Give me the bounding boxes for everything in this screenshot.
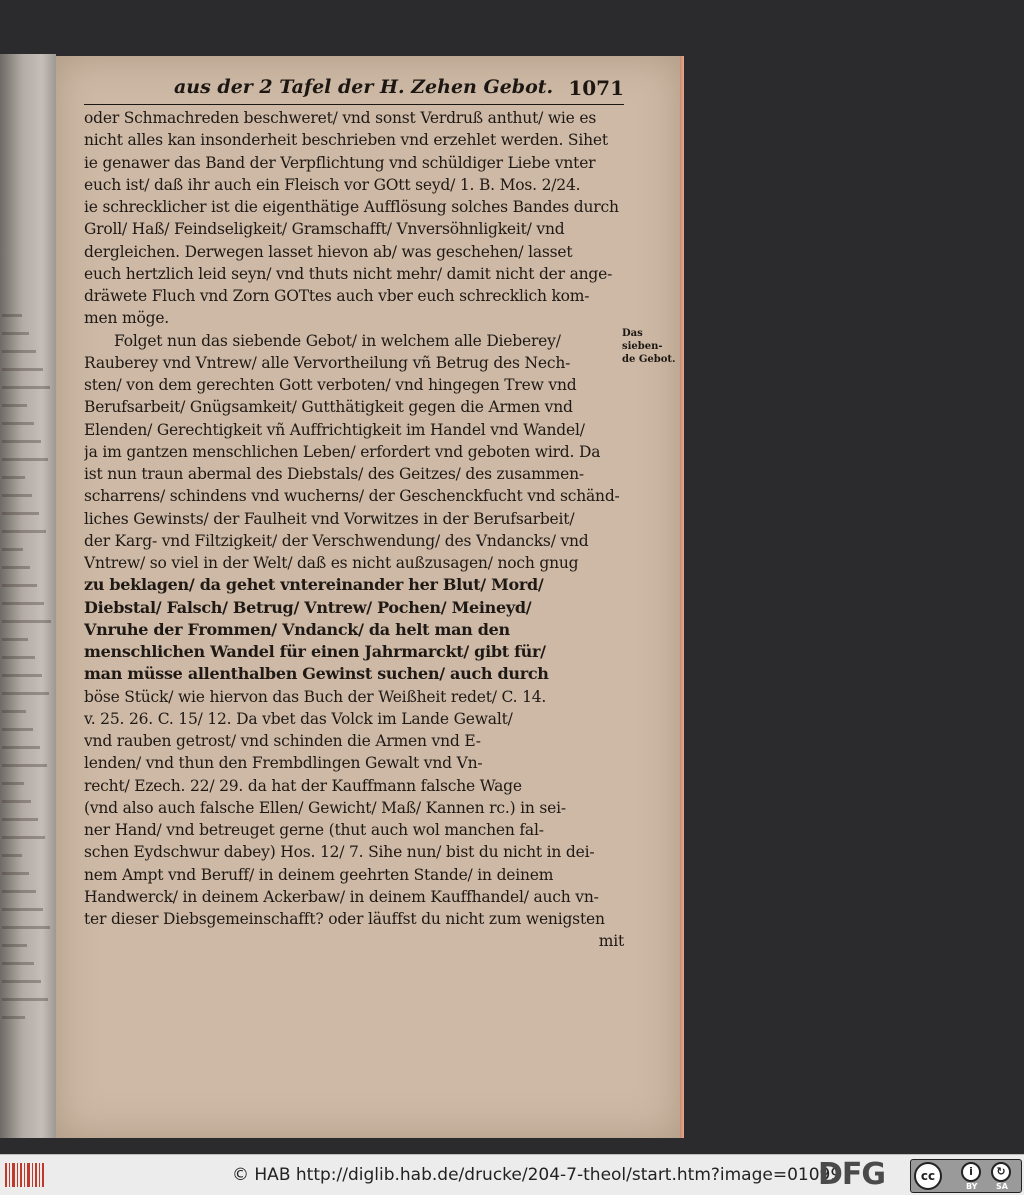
- margin-note: [622, 327, 682, 366]
- text-line: dräwete Fluch vnd Zorn GOTtes auch vber euch schrecklich kom-: [84, 287, 590, 305]
- facing-page-text-trace: [2, 1016, 25, 1019]
- text-line: sten/ von dem gerechten Gott verboten/ vnd hingegen Trew vnd: [84, 376, 577, 394]
- cc-license-badge[interactable]: [910, 1159, 1022, 1193]
- facing-page-text-trace: [2, 620, 51, 623]
- text-line: Rauberey vnd Vntrew/ alle Vervortheilung vñ Betrug des Nech-: [84, 353, 571, 372]
- facing-page-text-trace: [2, 980, 41, 983]
- margin-note-line: Das sieben-: [622, 328, 663, 352]
- text-line: v. 25. 26. C. 15/ 12. Da vbet das Volck im Lande Gewalt/: [84, 709, 513, 728]
- facing-page-text-trace: [2, 908, 43, 911]
- page-number: 1071: [568, 76, 624, 100]
- text-line: dergleichen. Derwegen lasset hievon ab/ was geschehen/ lasset: [84, 242, 573, 261]
- catchword: mit: [598, 932, 624, 951]
- text-line: euch hertzlich leid seyn/ vnd thuts nicht mehr/ damit nicht der ange-: [84, 264, 613, 283]
- text-line: Diebstal/ Falsch/ Betrug/ Vntrew/ Pochen/ Meineyd/: [84, 597, 532, 617]
- facing-page-text-trace: [2, 746, 40, 749]
- text-line: (vnd also auch falsche Ellen/ Gewicht/ Maß/ Kannen rc.) in sei-: [84, 798, 566, 817]
- text-line: nicht alles kan insonderheit beschrieben vnd erzehlet werden. Sihet: [84, 131, 608, 150]
- text-line: ie schrecklicher ist die eigenthätige Aufflösung solches Bandes durch: [84, 198, 619, 216]
- facing-page-text-trace: [2, 512, 39, 515]
- facing-page-text-trace: [2, 800, 31, 803]
- sa-label: SA: [996, 1182, 1008, 1191]
- text-line: man müsse allenthalben Gewinst suchen/ auch durch: [84, 664, 549, 684]
- text-line: Berufsarbeit/ Gnügsamkeit/ Gutthätigkeit gegen die Armen vnd: [84, 398, 573, 417]
- barcode-icon: [4, 1160, 46, 1190]
- facing-page-text-trace: [2, 602, 44, 605]
- facing-page-text-trace: [2, 440, 41, 443]
- text-line: ist nun traun abermal des Diebstals/ des Geitzes/ des zusammen-: [84, 465, 584, 483]
- dfg-logo: DFG: [818, 1157, 886, 1192]
- facing-page-text-trace: [2, 728, 33, 731]
- cc-icon: cc: [914, 1162, 942, 1190]
- facing-page-text-trace: [2, 458, 48, 461]
- facing-page-text-trace: [2, 782, 24, 785]
- facing-page-text-trace: [2, 332, 29, 335]
- facing-page-text-trace: [2, 926, 50, 929]
- facing-page-text-trace: [2, 962, 34, 965]
- facing-page-text-trace: [2, 710, 26, 713]
- footer-bar: [0, 1154, 1024, 1195]
- text-line: euch ist/ daß ihr auch ein Fleisch vor GOtt seyd/ 1. B. Mos. 2/24.: [84, 175, 581, 194]
- facing-page-text-trace: [2, 854, 22, 857]
- facing-page-text-trace: [2, 818, 38, 821]
- facing-page-text-trace: [2, 314, 22, 317]
- facing-page-text-trace: [2, 944, 27, 947]
- text-line: Vntrew/ so viel in der Welt/ daß es nicht außzusagen/ noch gnug: [84, 554, 579, 572]
- text-line: menschlichen Wandel für einen Jahrmarckt/ gibt für/: [84, 642, 546, 661]
- text-line: scharrens/ schindens vnd wucherns/ der Geschenckfucht vnd schänd-: [84, 487, 620, 506]
- text-line: recht/ Ezech. 22/ 29. da hat der Kauffmann falsche Wage: [84, 776, 522, 795]
- text-line: Folget nun das siebende Gebot/ in welchem alle Dieberey/: [114, 331, 561, 350]
- facing-page-text-trace: [2, 404, 27, 407]
- text-line: böse Stück/ wie hiervon das Buch der Weißheit redet/ C. 14.: [84, 687, 547, 706]
- text-line: nem Ampt vnd Beruff/ in deinem geehrten Stande/ in deinem: [84, 865, 554, 884]
- facing-page-text-trace: [2, 584, 37, 587]
- facing-page-text-trace: [2, 872, 29, 875]
- by-attribution-icon: i: [961, 1162, 981, 1182]
- text-line: schen Eydschwur dabey) Hos. 12/ 7. Sihe nun/ bist du nicht in dei-: [84, 843, 595, 862]
- facing-page-text-trace: [2, 692, 49, 695]
- text-line: ja im gantzen menschlichen Leben/ erfordert vnd geboten wird. Da: [84, 442, 601, 461]
- facing-page-text-trace: [2, 548, 23, 551]
- facing-page-text-trace: [2, 368, 43, 371]
- facing-page-text-trace: [2, 638, 28, 641]
- text-line: Handwerck/ in deinem Ackerbaw/ in deinem Kauffhandel/ auch vn-: [84, 887, 599, 906]
- facing-page-text-trace: [2, 566, 30, 569]
- facing-page-text-trace: [2, 494, 32, 497]
- text-line: lenden/ vnd thun den Frembdlingen Gewalt vnd Vn-: [84, 754, 483, 773]
- text-line: Vnruhe der Frommen/ Vndanck/ da helt man den: [84, 619, 510, 639]
- facing-page-text-trace: [2, 476, 25, 479]
- text-line: liches Gewinsts/ der Faulheit vnd Vorwitzes in der Berufsarbeit/: [84, 509, 575, 528]
- share-alike-icon: ↻: [991, 1162, 1011, 1182]
- text-line: zu beklagen/ da gehet vntereinander her Blut/ Mord/: [84, 575, 544, 595]
- text-line: der Karg- vnd Filtzigkeit/ der Verschwendung/ des Vndancks/ vnd: [84, 531, 589, 550]
- facing-page-text-trace: [2, 530, 46, 533]
- page-edge: [680, 56, 684, 1138]
- facing-page-text-trace: [2, 998, 48, 1001]
- copyright-link[interactable]: © HAB http://diglib.hab.de/drucke/204-7-theol/start.htm?image=01099: [232, 1165, 842, 1185]
- facing-page-text-trace: [2, 350, 36, 353]
- facing-page-text-trace: [2, 836, 45, 839]
- by-label: BY: [966, 1182, 978, 1191]
- facing-page-text-trace: [2, 386, 50, 389]
- text-block: [84, 107, 624, 953]
- facing-page-text-trace: [2, 656, 35, 659]
- text-line: ie genawer das Band der Verpflichtung vnd schüldiger Liebe vnter: [84, 153, 596, 172]
- facing-page-edge: [0, 54, 56, 1138]
- facing-page-text-trace: [2, 674, 42, 677]
- text-line: Groll/ Haß/ Feindseligkeit/ Gramschafft/ Vnversöhnligkeit/ vnd: [84, 220, 565, 239]
- facing-page-text-trace: [2, 890, 36, 893]
- margin-note-line: de Gebot.: [622, 354, 676, 365]
- facing-page-text-trace: [2, 422, 34, 425]
- text-line: ter dieser Diebsgemeinschafft? oder läuffst du nicht zum wenigsten: [84, 910, 605, 928]
- text-line: oder Schmachreden beschweret/ vnd sonst Verdruß anthut/ wie es: [84, 109, 597, 127]
- running-head: [84, 76, 624, 105]
- running-title: aus der 2 Tafel der H. Zehen Gebot.: [174, 76, 554, 98]
- facing-page-text-trace: [2, 764, 47, 767]
- text-line: ner Hand/ vnd betreuget gerne (thut auch wol manchen fal-: [84, 821, 544, 839]
- text-line: vnd rauben getrost/ vnd schinden die Armen vnd E-: [84, 732, 481, 750]
- text-line: men möge.: [84, 309, 170, 328]
- text-line: Elenden/ Gerechtigkeit vñ Auffrichtigkeit im Handel vnd Wandel/: [84, 420, 585, 439]
